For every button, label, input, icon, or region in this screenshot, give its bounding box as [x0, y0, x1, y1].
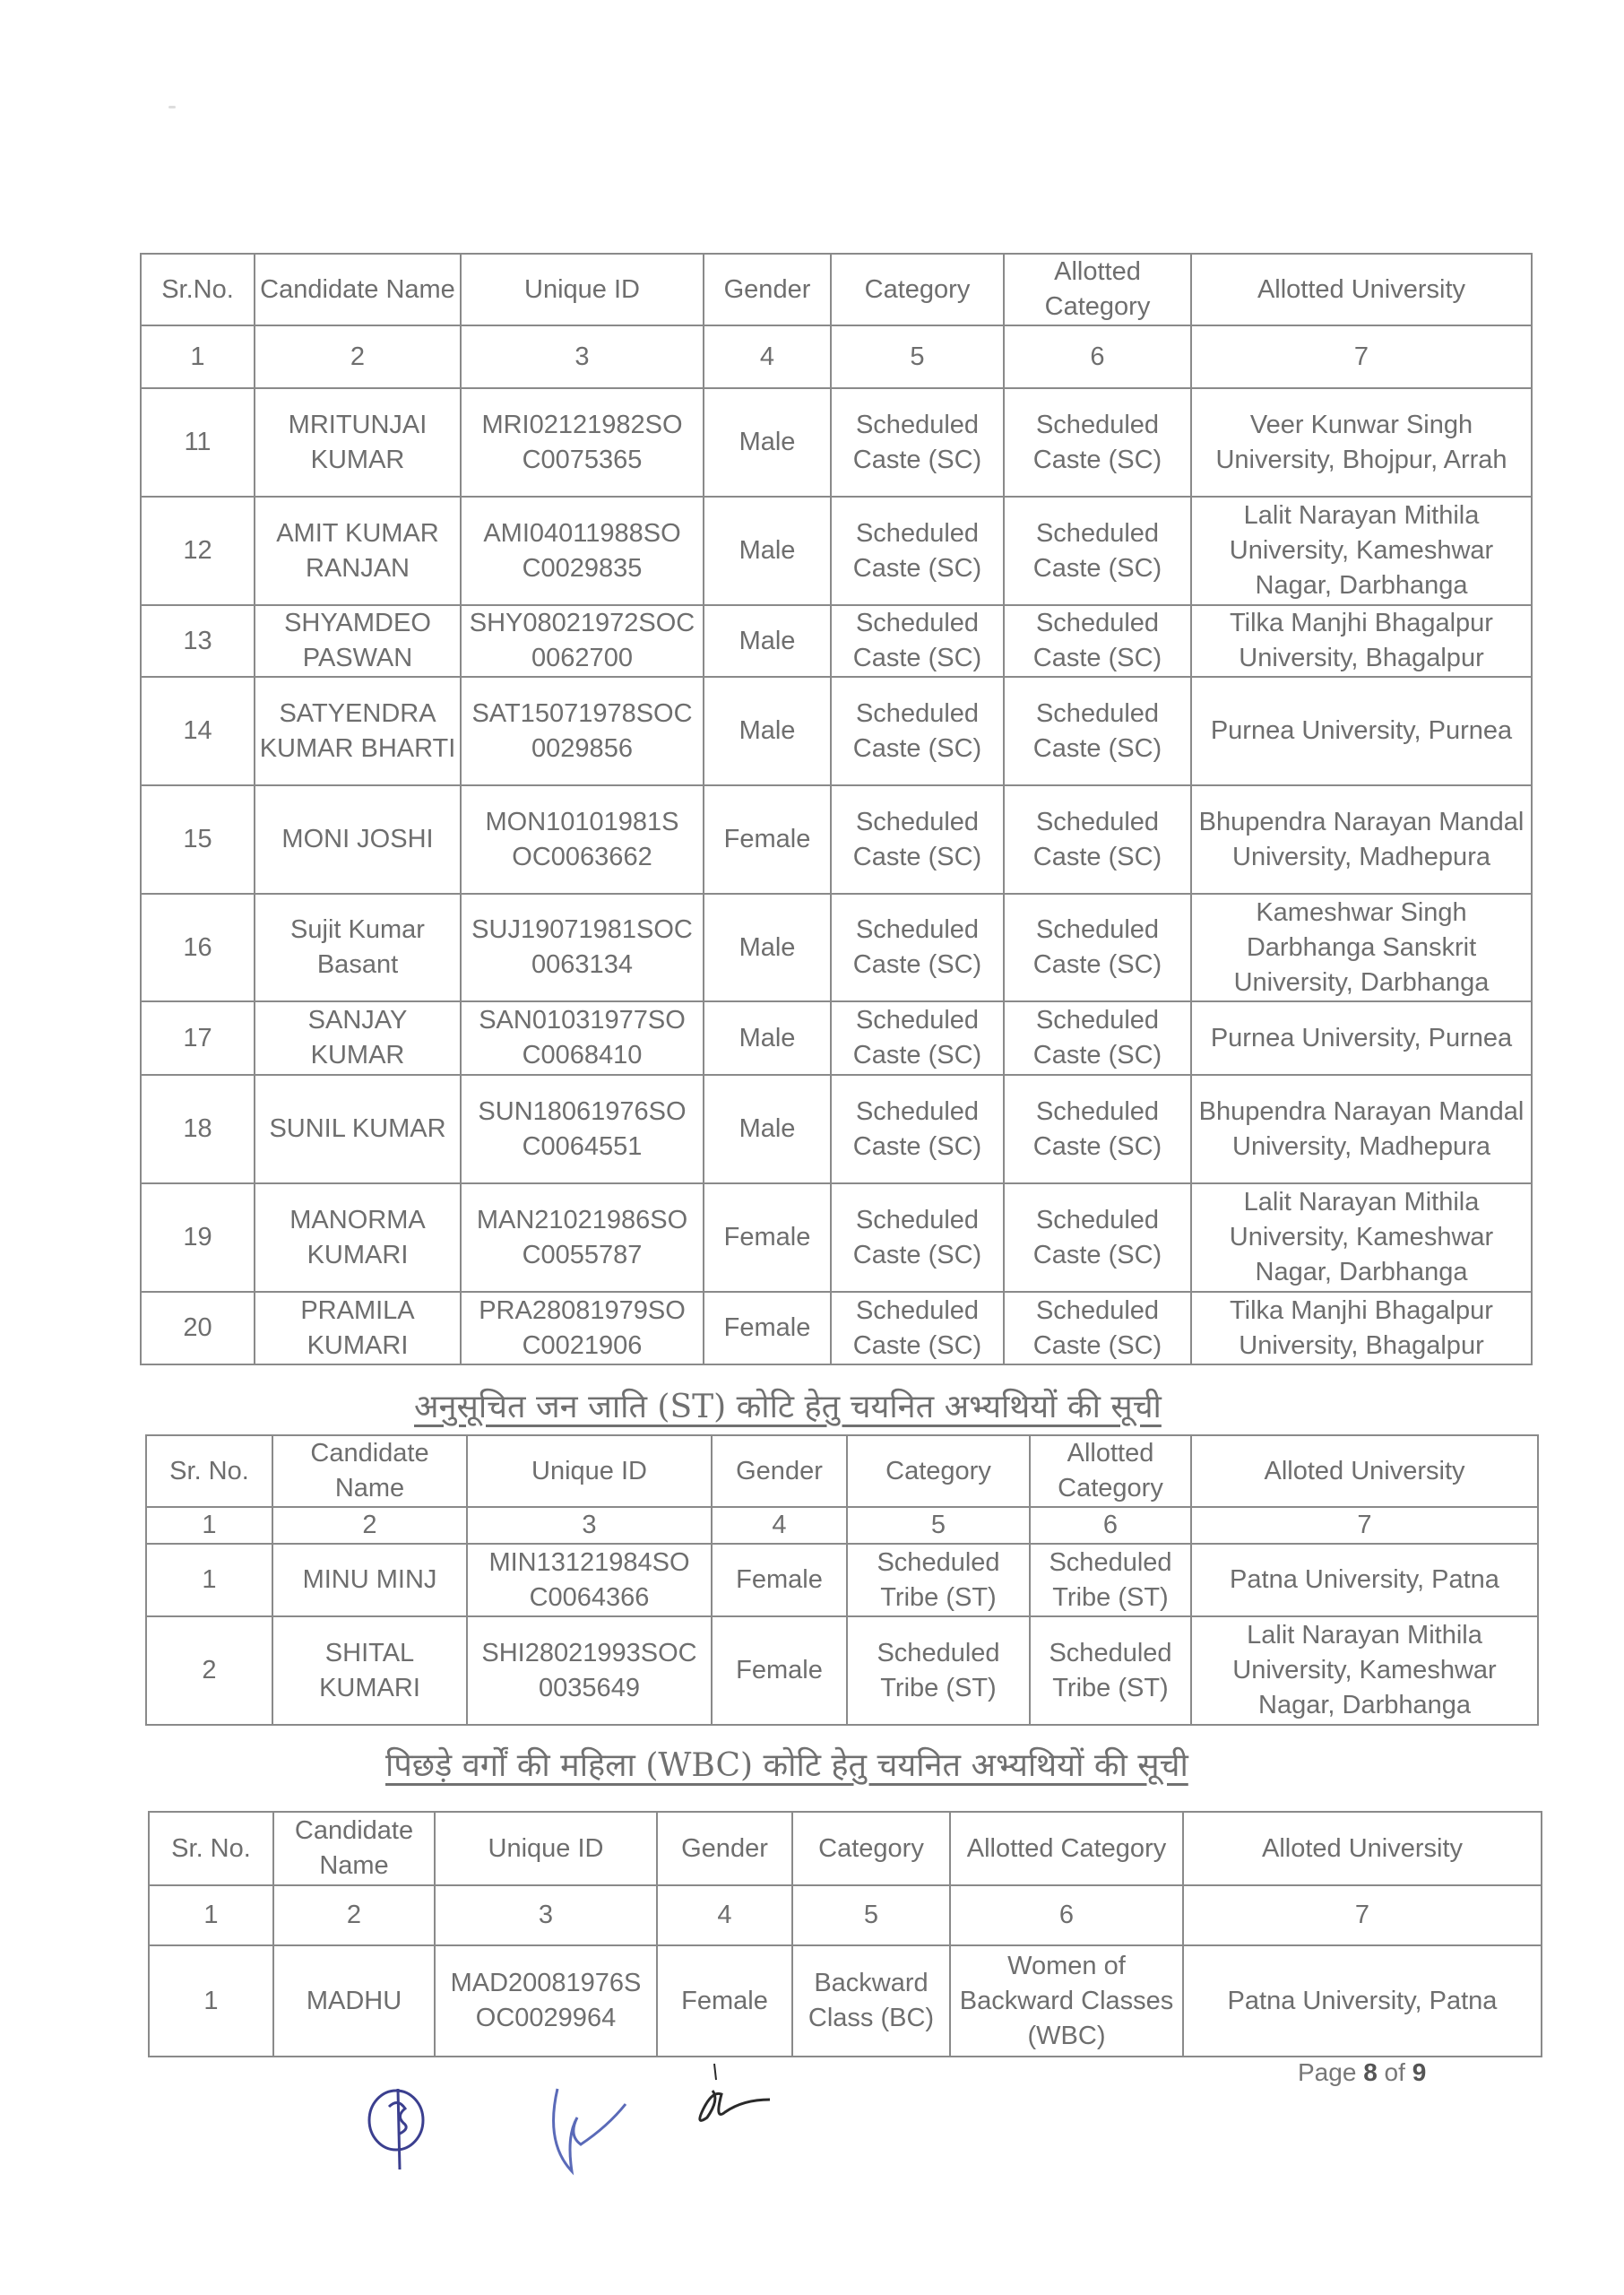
signature-3 — [686, 2062, 802, 2152]
cell-category: Scheduled Caste (SC) — [831, 1075, 1004, 1183]
column-number: 4 — [712, 1507, 847, 1544]
cell-allotted-university: Bhupendra Narayan Mandal University, Madhepura — [1191, 1075, 1532, 1183]
column-number: 4 — [704, 325, 831, 388]
unique-id-line: SAN01031977SO — [479, 1006, 686, 1035]
cell-gender: Male — [704, 605, 831, 677]
st-table-body — [146, 1435, 1538, 1725]
cell-candidate-name: Sujit Kumar Basant — [255, 894, 461, 1001]
unique-id-line: 0029856 — [531, 733, 633, 763]
cell-unique-id — [461, 388, 704, 497]
table-row — [149, 1945, 1542, 2057]
wbc-table-body — [149, 1812, 1542, 2057]
column-number: 2 — [273, 1885, 435, 1945]
cell-category: Scheduled Caste (SC) — [831, 894, 1004, 1001]
cell-sr-no: 1 — [146, 1544, 272, 1616]
cell-allotted-category: Scheduled Caste (SC) — [1004, 1001, 1191, 1075]
column-header-candidate-name: Candidate Name — [255, 254, 461, 325]
cell-candidate-name: MRITUNJAI KUMAR — [255, 388, 461, 497]
cell-candidate-name: SUNIL KUMAR — [255, 1075, 461, 1183]
cell-allotted-category: Scheduled Caste (SC) — [1004, 1183, 1191, 1292]
column-header-category: Category — [792, 1812, 950, 1885]
unique-id-line: SAT15071978SOC — [471, 698, 693, 728]
cell-sr-no: 20 — [141, 1292, 255, 1364]
table-row — [141, 605, 1532, 677]
cell-category: Scheduled Caste (SC) — [831, 785, 1004, 894]
cell-gender: Male — [704, 1001, 831, 1075]
cell-gender: Male — [704, 388, 831, 497]
cell-allotted-university: Bhupendra Narayan Mandal University, Madhepura — [1191, 785, 1532, 894]
column-number: 4 — [657, 1885, 792, 1945]
column-number: 3 — [461, 325, 704, 388]
cell-allotted-university: Veer Kunwar Singh University, Bhojpur, Arrah — [1191, 388, 1532, 497]
cell-allotted-university: Lalit Narayan Mithila University, Kameshwar Nagar, Darbhanga — [1191, 1616, 1538, 1725]
page-number — [1298, 2058, 1426, 2087]
unique-id-line: PRA28081979SO — [479, 1295, 686, 1325]
sc-table-body — [141, 254, 1532, 1364]
cell-unique-id — [467, 1544, 712, 1616]
wbc-candidates-table — [148, 1811, 1542, 2057]
column-header-allotted-university: Alloted University — [1191, 1435, 1538, 1507]
unique-id-line: AMI04011988SO — [483, 518, 681, 548]
cell-category: Scheduled Caste (SC) — [831, 1001, 1004, 1075]
column-header-allotted-category: Allotted Category — [1030, 1435, 1191, 1507]
column-number: 1 — [146, 1507, 272, 1544]
cell-allotted-category: Women of Backward Classes (WBC) — [950, 1945, 1183, 2057]
cell-candidate-name: AMIT KUMAR RANJAN — [255, 497, 461, 605]
cell-unique-id — [461, 894, 704, 1001]
cell-candidate-name: MINU MINJ — [272, 1544, 467, 1616]
page-of: of — [1384, 2058, 1405, 2086]
cell-candidate-name: SANJAY KUMAR — [255, 1001, 461, 1075]
cell-category: Scheduled Caste (SC) — [831, 388, 1004, 497]
cell-category: Scheduled Caste (SC) — [831, 677, 1004, 785]
cell-gender: Female — [657, 1945, 792, 2057]
cell-category: Backward Class (BC) — [792, 1945, 950, 2057]
column-header-candidate-name: Candidate Name — [272, 1435, 467, 1507]
cell-allotted-category: Scheduled Tribe (ST) — [1030, 1616, 1191, 1725]
table-row — [141, 1075, 1532, 1183]
unique-id-line: OC0063662 — [512, 842, 652, 871]
unique-id-line: MAN21021986SO — [476, 1205, 688, 1234]
column-number: 6 — [1030, 1507, 1191, 1544]
cell-allotted-category: Scheduled Caste (SC) — [1004, 388, 1191, 497]
unique-id-line: MIN13121984SO — [488, 1547, 690, 1577]
cell-allotted-university: Patna University, Patna — [1191, 1544, 1538, 1616]
cell-allotted-category: Scheduled Caste (SC) — [1004, 894, 1191, 1001]
column-header-gender: Gender — [704, 254, 831, 325]
unique-id-line: C0055787 — [522, 1240, 643, 1269]
cell-sr-no: 11 — [141, 388, 255, 497]
table-row — [141, 1183, 1532, 1292]
column-number-row — [149, 1885, 1542, 1945]
cell-unique-id — [461, 1075, 704, 1183]
table-row — [141, 894, 1532, 1001]
unique-id-line: 0063134 — [531, 950, 633, 979]
cell-allotted-university: Lalit Narayan Mithila University, Kameshwar Nagar, Darbhanga — [1191, 1183, 1532, 1292]
cell-unique-id — [461, 497, 704, 605]
unique-id-line: C0075365 — [522, 445, 643, 474]
column-header-category: Category — [847, 1435, 1030, 1507]
cell-allotted-category: Scheduled Caste (SC) — [1004, 1292, 1191, 1364]
column-header-gender: Gender — [657, 1812, 792, 1885]
unique-id-line: OC0029964 — [475, 2004, 617, 2032]
column-header-allotted-university: Alloted University — [1183, 1812, 1542, 1885]
column-number: 5 — [847, 1507, 1030, 1544]
table-row — [141, 1001, 1532, 1075]
unique-id-line: C0064551 — [522, 1131, 643, 1161]
unique-id-line: 0035649 — [539, 1673, 640, 1702]
column-header-unique-id: Unique ID — [461, 254, 704, 325]
column-number: 1 — [141, 325, 255, 388]
cell-unique-id — [461, 1001, 704, 1075]
cell-candidate-name: SHITAL KUMARI — [272, 1616, 467, 1725]
cell-candidate-name: SHYAMDEO PASWAN — [255, 605, 461, 677]
cell-candidate-name: MONI JOSHI — [255, 785, 461, 894]
column-number: 5 — [831, 325, 1004, 388]
cell-gender: Male — [704, 894, 831, 1001]
unique-id-line: C0029835 — [522, 553, 643, 583]
cell-allotted-university: Purnea University, Purnea — [1191, 1001, 1532, 1075]
cell-unique-id — [461, 785, 704, 894]
page-total: 9 — [1412, 2058, 1427, 2086]
cell-gender: Male — [704, 497, 831, 605]
cell-category: Scheduled Caste (SC) — [831, 1292, 1004, 1364]
unique-id-line: SHY08021972SOC — [469, 609, 695, 637]
column-header-allotted-university: Allotted University — [1191, 254, 1532, 325]
cell-allotted-category: Scheduled Caste (SC) — [1004, 1075, 1191, 1183]
unique-id-line: C0068410 — [522, 1041, 643, 1070]
cell-category: Scheduled Caste (SC) — [831, 605, 1004, 677]
table-row — [141, 1292, 1532, 1364]
table-header-row — [149, 1812, 1542, 1885]
page-label: Page — [1298, 2058, 1357, 2086]
cell-allotted-university: Tilka Manjhi Bhagalpur University, Bhagalpur — [1191, 1292, 1532, 1364]
cell-gender: Female — [704, 1183, 831, 1292]
cell-allotted-university: Lalit Narayan Mithila University, Kameshwar Nagar, Darbhanga — [1191, 497, 1532, 605]
cell-allotted-category: Scheduled Tribe (ST) — [1030, 1544, 1191, 1616]
column-header-candidate-name: Candidate Name — [273, 1812, 435, 1885]
column-number: 1 — [149, 1885, 273, 1945]
cell-gender: Female — [704, 1292, 831, 1364]
column-header-allotted-category: Allotted Category — [1004, 254, 1191, 325]
unique-id-line: MON10101981S — [485, 807, 679, 836]
cell-allotted-category: Scheduled Caste (SC) — [1004, 497, 1191, 605]
column-number: 3 — [435, 1885, 657, 1945]
table-row — [146, 1544, 1538, 1616]
cell-sr-no: 13 — [141, 605, 255, 677]
signature-1 — [358, 2080, 439, 2178]
table-row — [141, 497, 1532, 605]
unique-id-line: MRI02121982SO — [481, 410, 683, 439]
cell-sr-no: 17 — [141, 1001, 255, 1075]
cell-unique-id — [461, 1292, 704, 1364]
signature-2 — [547, 2080, 645, 2178]
cell-sr-no: 18 — [141, 1075, 255, 1183]
table-row — [146, 1616, 1538, 1725]
column-number: 2 — [272, 1507, 467, 1544]
cell-allotted-category: Scheduled Caste (SC) — [1004, 605, 1191, 677]
column-header-category: Category — [831, 254, 1004, 325]
cell-category: Scheduled Caste (SC) — [831, 497, 1004, 605]
unique-id-line: MAD20081976S — [450, 1969, 642, 1997]
cell-sr-no: 14 — [141, 677, 255, 785]
table-header-row — [146, 1435, 1538, 1507]
cell-sr-no: 19 — [141, 1183, 255, 1292]
table-header-row — [141, 254, 1532, 325]
column-header-sr-no: Sr.No. — [141, 254, 255, 325]
unique-id-line: SUJ19071981SOC — [471, 915, 693, 944]
column-header-unique-id: Unique ID — [435, 1812, 657, 1885]
sc-candidates-table — [140, 253, 1533, 1365]
cell-category: Scheduled Tribe (ST) — [847, 1544, 1030, 1616]
cell-gender: Male — [704, 677, 831, 785]
unique-id-line: C0064366 — [529, 1582, 650, 1612]
wbc-section-title: पिछड़े वर्गों की महिला (WBC) कोटि हेतु चयनित अभ्यथियों की सूची — [385, 1747, 1188, 1784]
cell-sr-no: 1 — [149, 1945, 273, 2057]
cell-candidate-name: MANORMA KUMARI — [255, 1183, 461, 1292]
column-header-sr-no: Sr. No. — [146, 1435, 272, 1507]
column-number: 6 — [950, 1885, 1183, 1945]
st-candidates-table — [145, 1434, 1539, 1726]
table-row — [141, 677, 1532, 785]
cell-allotted-category: Scheduled Caste (SC) — [1004, 677, 1191, 785]
cell-category: Scheduled Tribe (ST) — [847, 1616, 1030, 1725]
table-row — [141, 785, 1532, 894]
cell-gender: Female — [712, 1616, 847, 1725]
cell-allotted-university: Patna University, Patna — [1183, 1945, 1542, 2057]
column-number: 7 — [1191, 325, 1532, 388]
cell-unique-id — [461, 677, 704, 785]
column-number: 7 — [1183, 1885, 1542, 1945]
unique-id-line: C0021906 — [522, 1330, 643, 1360]
column-header-gender: Gender — [712, 1435, 847, 1507]
cell-allotted-university: Purnea University, Purnea — [1191, 677, 1532, 785]
page-current: 8 — [1363, 2058, 1378, 2086]
cell-sr-no: 16 — [141, 894, 255, 1001]
column-number-row — [141, 325, 1532, 388]
cell-gender: Male — [704, 1075, 831, 1183]
column-number: 6 — [1004, 325, 1191, 388]
cell-unique-id — [467, 1616, 712, 1725]
cell-allotted-university: Tilka Manjhi Bhagalpur University, Bhagalpur — [1191, 605, 1532, 677]
column-number: 5 — [792, 1885, 950, 1945]
column-header-sr-no: Sr. No. — [149, 1812, 273, 1885]
cell-sr-no: 12 — [141, 497, 255, 605]
column-header-unique-id: Unique ID — [467, 1435, 712, 1507]
column-header-allotted-category: Allotted Category — [950, 1812, 1183, 1885]
table-row — [141, 388, 1532, 497]
cell-sr-no: 15 — [141, 785, 255, 894]
cell-gender: Female — [712, 1544, 847, 1616]
cell-category: Scheduled Caste (SC) — [831, 1183, 1004, 1292]
column-number: 2 — [255, 325, 461, 388]
cell-unique-id — [435, 1945, 657, 2057]
st-section-title: अनुसूचित जन जाति (ST) कोटि हेतु चयनित अभ्यथियों की सूची — [414, 1389, 1162, 1425]
unique-id-line: SHI28021993SOC — [481, 1638, 697, 1667]
scan-speck — [168, 106, 176, 108]
cell-candidate-name: PRAMILA KUMARI — [255, 1292, 461, 1364]
unique-id-line: 0062700 — [531, 644, 633, 672]
cell-candidate-name: SATYENDRA KUMAR BHARTI — [255, 677, 461, 785]
cell-unique-id — [461, 605, 704, 677]
cell-candidate-name: MADHU — [273, 1945, 435, 2057]
unique-id-line: SUN18061976SO — [478, 1096, 687, 1126]
cell-allotted-university: Kameshwar Singh Darbhanga Sanskrit University, Darbhanga — [1191, 894, 1532, 1001]
cell-allotted-category: Scheduled Caste (SC) — [1004, 785, 1191, 894]
column-number: 3 — [467, 1507, 712, 1544]
cell-sr-no: 2 — [146, 1616, 272, 1725]
column-number: 7 — [1191, 1507, 1538, 1544]
cell-gender: Female — [704, 785, 831, 894]
cell-unique-id — [461, 1183, 704, 1292]
column-number-row — [146, 1507, 1538, 1544]
